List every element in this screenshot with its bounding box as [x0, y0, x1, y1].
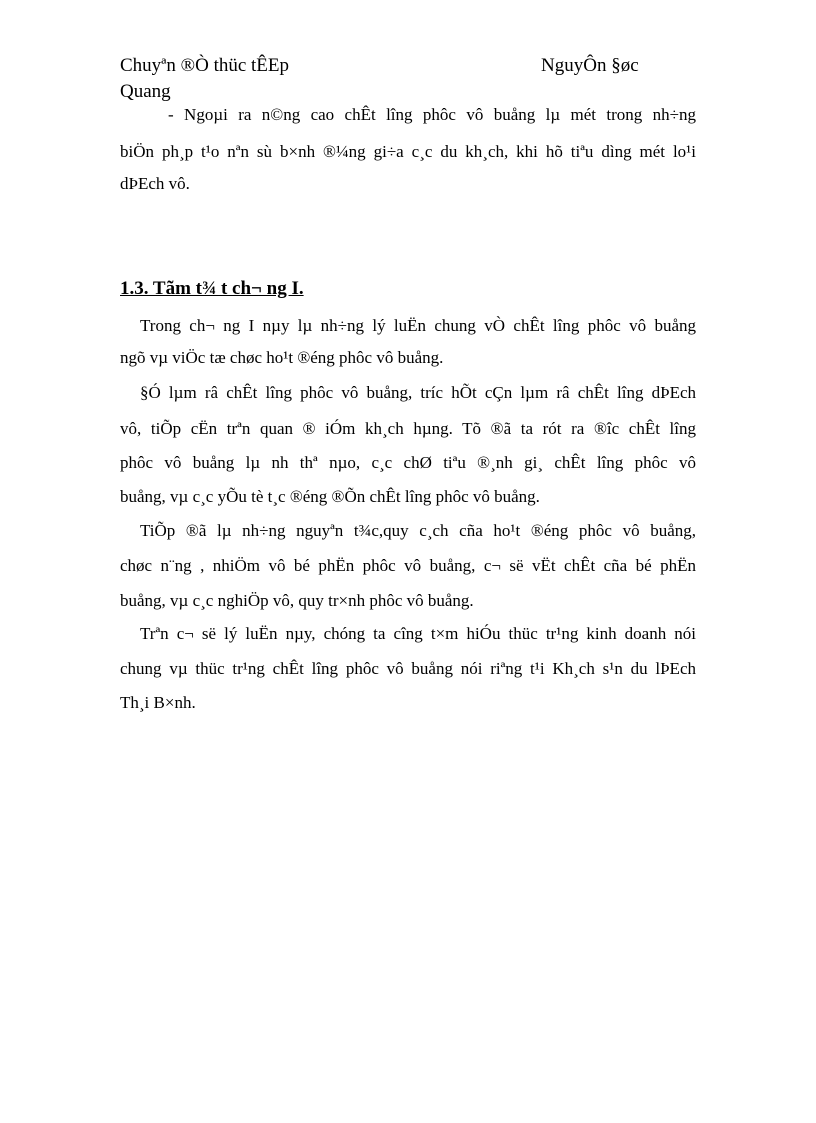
intro-line: biÖn ph¸p t¹o nªn sù b×nh ®¼ng gi÷a c¸c du kh¸ch, khi hõ tiªu dìng mét lo¹i — [120, 142, 696, 161]
header-continuation: Quang — [120, 81, 171, 102]
paragraph-line: vô, tiÕp cËn trªn quan ® iÓm kh¸ch hµng. Tõ ®ã ta rót ra ®îc chÊt lîng — [120, 419, 696, 438]
intro-line: - Ngoµi ra n©ng cao chÊt lîng phôc vô buång lµ mét trong nh÷ng — [168, 105, 696, 124]
paragraph-line: Trong ch¬ ng I nµy lµ nh÷ng lý luËn chung vÒ chÊt lîng phôc vô buång — [140, 316, 696, 335]
paragraph-line: ngõ vµ viÖc tæ chøc ho¹t ®éng phôc vô buång. — [120, 348, 444, 367]
paragraph-line: buång, vµ c¸c nghiÖp vô, quy tr×nh phôc vô buång. — [120, 591, 474, 610]
paragraph-line: buång, vµ c¸c yÕu tè t¸c ®éng ®Õn chÊt lîng phôc vô buång. — [120, 487, 540, 506]
paragraph-line: §Ó lµm râ chÊt lîng phôc vô buång, tríc hÕt cÇn lµm râ chÊt lîng dÞEch — [140, 383, 696, 402]
section-heading: 1.3. Tãm t¾ t ch¬ ng I. — [120, 278, 304, 299]
paragraph-line: TiÕp ®ã lµ nh÷ng nguyªn t¾c,quy c¸ch cña ho¹t ®éng phôc vô buång, — [140, 521, 696, 540]
intro-line: dÞEch vô. — [120, 174, 190, 193]
header-right: NguyÔn §øc — [541, 55, 639, 76]
header-left: Chuyªn ®Ò thüc tÊEp — [120, 55, 290, 76]
paragraph-line: chøc n¨ng , nhiÖm vô bé phËn phôc vô buång, c¬ së vËt chÊt cña bé phËn — [120, 556, 696, 575]
paragraph-line: Trªn c¬ së lý luËn nµy, chóng ta cîng t×m hiÓu thüc tr¹ng kinh doanh nói — [140, 624, 696, 643]
paragraph-line: chung vµ thüc tr¹ng chÊt lîng phôc vô buång nói riªng t¹i Kh¸ch s¹n du lÞEch — [120, 659, 696, 678]
paragraph-line: phôc vô buång lµ nh thª nµo, c¸c chØ tiªu ®¸nh gi¸ chÊt lîng phôc vô — [120, 453, 696, 472]
paragraph-line: Th¸i B×nh. — [120, 693, 196, 712]
